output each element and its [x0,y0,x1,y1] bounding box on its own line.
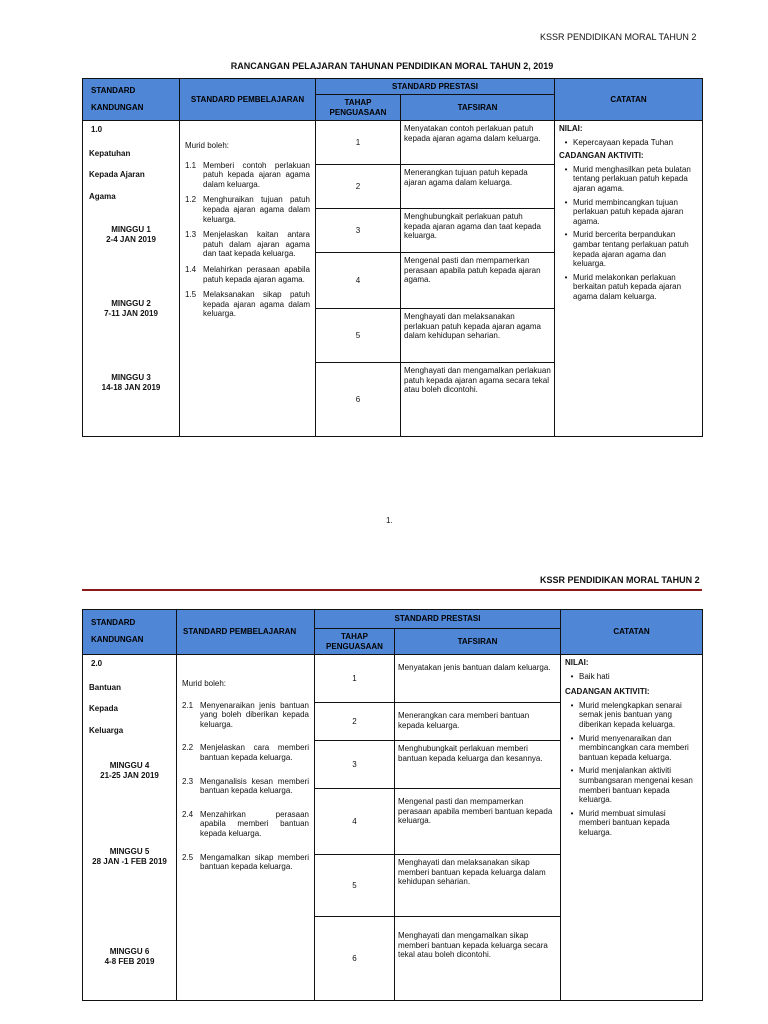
header-standard-pembelajaran: STANDARD PEMBELAJARAN [180,79,316,121]
standard-kandungan-cell [83,121,180,437]
list-item: • Murid membincangkan tujuan perlakuan patuh kepada ajaran agama. [564,197,684,226]
document-title: RANCANGAN PELAJARAN TAHUNAN PENDIDIKAN MORAL TAHUN 2, 2019 [230,61,554,71]
header-tahap-penguasaan: TAHAP PENGUASAAN [315,629,395,655]
week-label: MINGGU 4 21-25 JAN 2019 [100,761,159,780]
tahap-cell: 1 [316,121,401,165]
standard-pembelajaran-cell [177,655,315,1001]
nilai-label: NILAI: [559,124,583,133]
tafsiran-cell: Mengenal pasti dan mempamerkan perasaan apabila patuh kepada ajaran agama. [401,253,555,309]
aktiviti-label: CADANGAN AKTIVITI: [559,151,644,161]
sp-item: 2.3 Menganalisis kesan memberi bantuan kepada keluarga. [182,776,309,796]
sk-code: 2.0 [91,659,103,668]
header-rule [82,589,702,591]
header-standard-kandungan: STANDARD KANDUNGAN [83,79,180,121]
catatan-cell [555,121,703,437]
sk-code: 1.0 [91,125,103,134]
tafsiran-cell: Menerangkan tujuan patuh kepada ajaran agama dalam keluarga. [401,165,555,209]
page-header: KSSR PENDIDIKAN MORAL TAHUN 2 [540,32,697,42]
header-standard-prestasi: STANDARD PRESTASI [315,610,561,629]
tahap-cell: 4 [316,253,401,309]
tahap-cell: 3 [316,209,401,253]
plan-table-1 [82,78,703,437]
list-item: • Murid menyenaraikan dan membincangkan cara memberi bantuan kepada keluarga. [570,733,689,762]
nilai-list [559,138,698,148]
tahap-cell: 6 [315,917,395,1001]
list-item: • Murid bercerita berpandukan gambar tentang perlakuan patuh kepada ajaran agama dan keluarga. [564,230,689,269]
tahap-cell: 2 [316,165,401,209]
list-item: • Kepercayaan kepada Tuhan [564,137,674,147]
sp-item: 2.1 Menyenaraikan jenis bantuan yang boleh diberikan kepada keluarga. [182,700,309,729]
list-item: • Murid melakonkan perlakuan berkaitan patuh kepada ajaran agama dalam keluarga. [564,272,682,301]
nilai-list [565,672,698,682]
list-item: • Murid membuat simulasi memberi bantuan kepada keluarga. [570,808,670,837]
header-tahap-penguasaan: TAHAP PENGUASAAN [316,95,401,121]
sp-item: 1.4 Melahirkan perasaan apabila patuh kepada ajaran agama. [185,264,310,284]
sk-title-line: Kepada [89,704,118,714]
header-standard-pembelajaran: STANDARD PEMBELAJARAN [177,610,315,655]
sk-title-line: Keluarga [89,725,124,735]
plan-table-2 [82,609,703,1001]
list-item: • Murid menghasilkan peta bulatan tentang perlakuan patuh kepada ajaran agama. [564,164,691,193]
standard-pembelajaran-cell [180,121,316,437]
sk-title-line: Kepada Ajaran [89,170,145,180]
sp-intro: Murid boleh: [185,141,230,150]
header-standard-kandungan: STANDARD KANDUNGAN [83,610,177,655]
page-header: KSSR PENDIDIKAN MORAL TAHUN 2 [540,575,700,585]
sp-item: 2.5 Mengamalkan sikap memberi bantuan kepada keluarga. [182,852,309,872]
list-item: • Murid menjalankan aktiviti sumbangsaran mengenai kesan memberi bantuan kepada keluarga. [570,766,693,805]
tafsiran-cell: Menghubungkait perlakuan patuh kepada ajaran agama dan taat kepada keluarga. [401,209,555,253]
week-label: MINGGU 3 14-18 JAN 2019 [101,373,161,392]
aktiviti-label: CADANGAN AKTIVITI: [565,687,650,697]
tafsiran-cell: Mengenal pasti dan mempamerkan perasaan apabila memberi bantuan kepada keluarga. [395,789,561,855]
header-catatan: CATATAN [561,610,703,655]
catatan-cell [561,655,703,1001]
sk-title-line: Bantuan [89,682,121,692]
tafsiran-cell: Menerangkan cara memberi bantuan kepada keluarga. [395,703,561,741]
sp-item: 1.2 Menghuraikan tujuan patuh kepada ajaran agama dalam keluarga. [185,195,310,224]
tafsiran-cell: Menyatakan jenis bantuan dalam keluarga. [395,655,561,703]
list-item: • Baik hati [570,671,610,681]
header-catatan: CATATAN [555,79,703,121]
tafsiran-cell: Menghayati dan melaksanakan sikap memberi bantuan kepada keluarga dalam kehidupan seharian. [395,855,561,917]
tahap-cell: 4 [315,789,395,855]
standard-kandungan-cell [83,655,177,1001]
header-tafsiran: TAFSIRAN [395,629,561,655]
tahap-cell: 5 [315,855,395,917]
aktiviti-list [565,701,698,838]
sp-item: 1.5 Melaksanakan sikap patuh kepada ajaran agama dalam keluarga. [185,290,310,319]
tahap-cell: 2 [315,703,395,741]
tafsiran-cell: Menghayati dan melaksanakan perlakuan patuh kepada ajaran agama dalam kehidupan seharian. [401,309,555,363]
sp-item: 2.4 Menzahirkan perasaan apabila memberi bantuan kepada keluarga. [182,809,309,838]
sk-title-line: Agama [89,191,116,201]
aktiviti-list [559,165,698,302]
tahap-cell: 3 [315,741,395,789]
tahap-cell: 6 [316,363,401,437]
nilai-label: NILAI: [565,658,589,667]
tafsiran-cell: Menyatakan contoh perlakuan patuh kepada ajaran agama dalam keluarga. [401,121,555,165]
week-label: MINGGU 1 2-4 JAN 2019 [106,225,156,244]
list-item: • Murid melengkapkan senarai semak jenis bantuan yang diberikan kepada keluarga. [570,700,682,729]
sp-item: 1.3 Menjelaskan kaitan antara patuh dalam ajaran agama dan taat kepada keluarga. [185,230,310,259]
sp-intro: Murid boleh: [182,679,227,688]
week-label: MINGGU 5 28 JAN -1 FEB 2019 [92,847,167,866]
tahap-cell: 5 [316,309,401,363]
sp-item: 1.1 Memberi contoh perlakuan patuh kepada ajaran agama dalam keluarga. [185,160,310,189]
sk-title-line: Kepatuhan [89,148,131,158]
page-number: 1. [386,516,393,525]
sp-item: 2.2 Menjelaskan cara memberi bantuan kepada keluarga. [182,743,309,762]
week-label: MINGGU 2 7-11 JAN 2019 [104,299,158,318]
tahap-cell: 1 [315,655,395,703]
header-tafsiran: TAFSIRAN [401,95,555,121]
tafsiran-cell: Menghayati dan mengamalkan perlakuan patuh kepada ajaran agama secara tekal atau boleh dicontohi. [401,363,555,437]
tafsiran-cell: Menghayati dan mengamalkan sikap memberi bantuan kepada keluarga secara tekal atau boleh dicontohi. [395,917,561,1001]
tafsiran-cell: Menghubungkait perlakuan memberi bantuan kepada keluarga dan kesannya. [395,741,561,789]
header-standard-prestasi: STANDARD PRESTASI [316,79,555,95]
week-label: MINGGU 6 4-8 FEB 2019 [104,947,155,966]
